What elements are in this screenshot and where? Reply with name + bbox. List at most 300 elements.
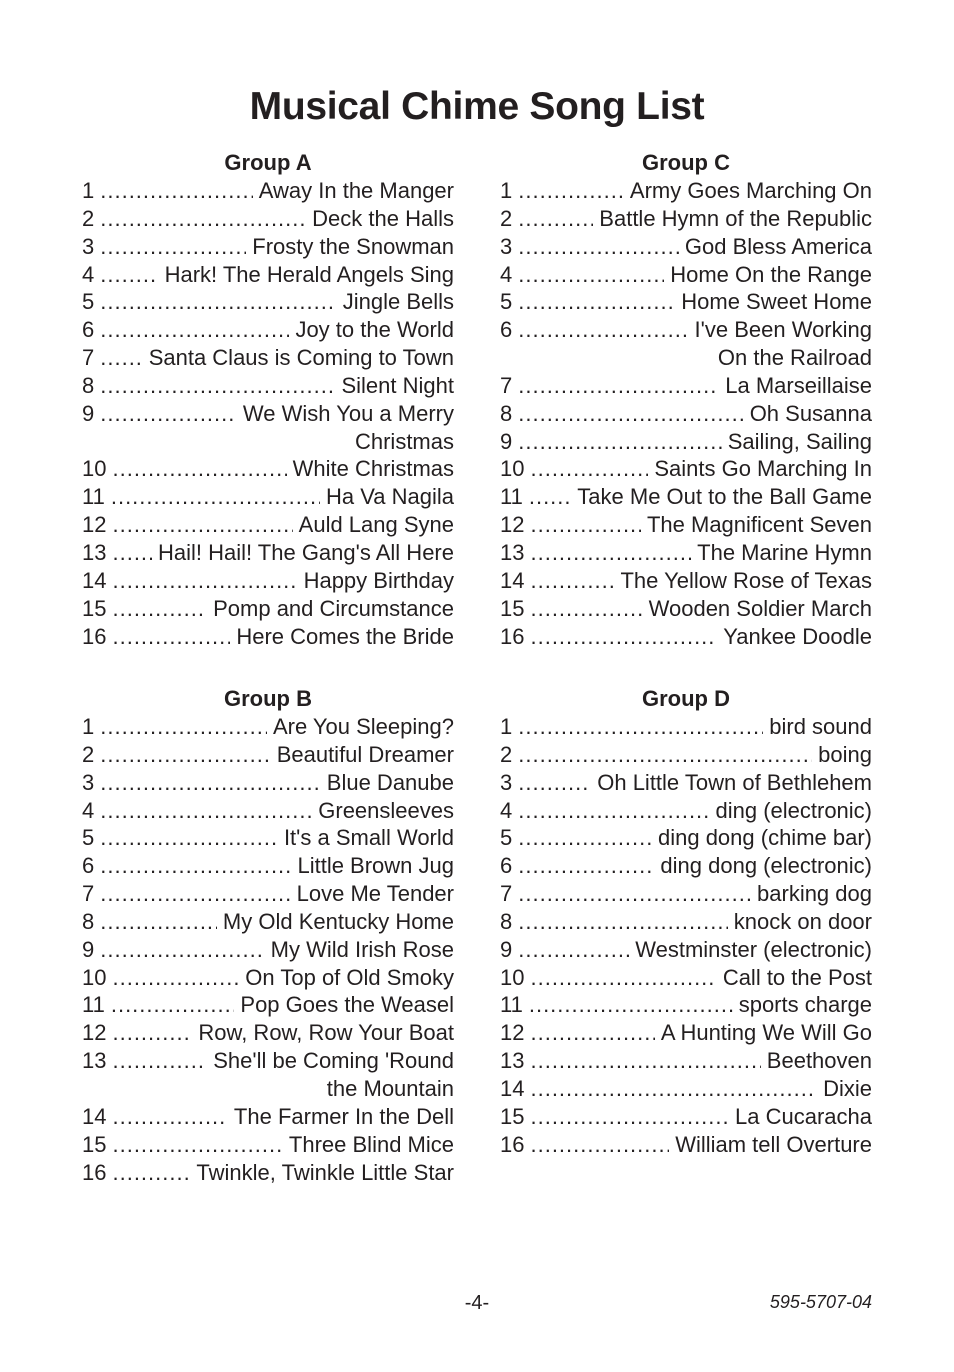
song-number: 13 (82, 539, 107, 565)
song-entry (500, 288, 872, 316)
song-number: 3 (82, 233, 95, 259)
song-list (500, 177, 872, 650)
song-title: My Wild Irish Rose (270, 936, 454, 962)
song-line (82, 511, 454, 539)
song-line (82, 261, 454, 289)
song-entry (82, 288, 454, 316)
song-entry (500, 372, 872, 400)
song-number: 4 (500, 261, 513, 287)
song-number: 2 (500, 205, 513, 231)
song-entry (82, 1047, 454, 1103)
dot-leader (100, 741, 270, 769)
song-title: Pop Goes the Weasel (240, 992, 454, 1018)
song-title: boing (818, 741, 872, 767)
dot-leader (518, 824, 652, 852)
song-title-continuation: the Mountain (326, 1075, 454, 1101)
song-line (500, 852, 872, 880)
song-title: Beautiful Dreamer (276, 741, 454, 767)
song-title: The Farmer In the Dell (233, 1103, 454, 1129)
song-title: Wooden Soldier March (648, 595, 872, 621)
song-title: Hark! The Herald Angels Sing (164, 261, 454, 287)
song-line (82, 908, 454, 936)
song-title: Jingle Bells (342, 289, 454, 315)
song-title: Yankee Doodle (723, 623, 872, 649)
song-number: 15 (82, 1131, 107, 1157)
song-title: Sailing, Sailing (727, 428, 872, 454)
song-title: Deck the Halls (312, 205, 454, 231)
song-title: Oh Little Town of Bethlehem (597, 769, 872, 795)
song-title: It's a Small World (283, 825, 454, 851)
song-title: Happy Birthday (303, 567, 454, 593)
song-number: 9 (82, 936, 95, 962)
song-title: Ha Va Nagila (326, 484, 454, 510)
song-entry (500, 567, 872, 595)
song-entry (82, 539, 454, 567)
song-entry (500, 623, 872, 651)
song-entry (500, 316, 872, 372)
group-a (82, 149, 454, 650)
song-entry (82, 483, 454, 511)
song-number: 10 (82, 964, 107, 990)
song-number: 1 (82, 178, 95, 203)
song-title: Dixie (823, 1075, 872, 1101)
song-line (82, 964, 454, 992)
song-number: 5 (82, 289, 95, 315)
song-title: I've Been Working (694, 317, 872, 343)
group-title: Group A (224, 150, 312, 175)
song-entry (500, 880, 872, 908)
dot-leader (518, 908, 728, 936)
song-line (82, 344, 454, 372)
dot-leader (100, 372, 335, 400)
song-line (500, 205, 872, 233)
song-number: 16 (82, 1159, 107, 1185)
dot-leader (112, 455, 286, 483)
song-line (82, 205, 454, 233)
song-number: 13 (500, 539, 525, 565)
song-entry (82, 936, 454, 964)
dot-leader (530, 1047, 760, 1075)
song-entry (500, 852, 872, 880)
song-title: Call to the Post (722, 964, 872, 990)
song-entry (82, 908, 454, 936)
dot-leader (112, 595, 207, 623)
song-line (500, 1075, 872, 1103)
song-number: 8 (82, 372, 95, 398)
song-number: 3 (82, 769, 95, 795)
dot-leader (100, 713, 267, 741)
song-entry (500, 595, 872, 623)
dot-leader (518, 713, 763, 741)
dot-leader (112, 1103, 227, 1131)
song-title: Home On the Range (670, 261, 872, 287)
dot-leader (530, 1075, 817, 1103)
song-entry (82, 1019, 454, 1047)
song-title-continuation: On the Railroad (717, 345, 872, 371)
dot-leader (100, 316, 289, 344)
song-number: 12 (82, 1020, 107, 1046)
group-title: Group D (642, 686, 730, 711)
song-line (82, 1131, 454, 1159)
dot-leader (112, 1019, 192, 1047)
dot-leader (112, 1159, 190, 1187)
song-entry (500, 964, 872, 992)
song-line (500, 455, 872, 483)
song-entry (82, 1159, 454, 1187)
song-number: 2 (82, 205, 95, 231)
song-line (82, 824, 454, 852)
song-entry (82, 852, 454, 880)
song-line (82, 567, 454, 595)
dot-leader (530, 1103, 729, 1131)
song-title: Here Comes the Bride (236, 623, 454, 649)
song-entry (500, 1075, 872, 1103)
song-line (82, 177, 454, 205)
song-line (82, 769, 454, 797)
song-number: 14 (500, 567, 525, 593)
song-title: bird sound (769, 714, 872, 739)
song-line (500, 316, 872, 344)
song-entry (500, 991, 872, 1019)
song-line (500, 261, 872, 289)
song-line (500, 511, 872, 539)
song-title: Are You Sleeping? (272, 714, 454, 739)
song-entry (82, 713, 454, 741)
song-title: God Bless America (684, 233, 872, 259)
song-line (82, 1159, 454, 1187)
song-entry (82, 797, 454, 825)
song-title: Army Goes Marching On (629, 178, 872, 203)
song-number: 16 (500, 1131, 525, 1157)
song-title: Oh Susanna (749, 400, 872, 426)
song-list (500, 713, 872, 1159)
song-entry (500, 936, 872, 964)
song-line (82, 288, 454, 316)
song-entry (500, 539, 872, 567)
song-line (500, 1047, 872, 1075)
song-entry (500, 177, 872, 205)
dot-leader (112, 567, 297, 595)
song-entry (82, 769, 454, 797)
song-title: On Top of Old Smoky (245, 964, 454, 990)
dot-leader (530, 1019, 654, 1047)
page-title: Musical Chime Song List (249, 85, 705, 128)
song-number: 6 (82, 317, 95, 343)
song-entry (82, 316, 454, 344)
song-line (82, 1103, 454, 1131)
dot-leader (518, 880, 751, 908)
song-entry (500, 455, 872, 483)
dot-leader (530, 567, 614, 595)
dot-leader (518, 400, 743, 428)
song-line (500, 567, 872, 595)
song-line (500, 991, 872, 1019)
dot-leader (100, 797, 312, 825)
song-number: 15 (82, 595, 107, 621)
song-title: Away In the Manger (258, 178, 454, 203)
song-entry (82, 261, 454, 289)
song-number: 12 (500, 1020, 525, 1046)
dot-leader (100, 233, 246, 261)
song-title: sports charge (738, 992, 872, 1018)
song-line (82, 741, 454, 769)
dot-leader (518, 769, 591, 797)
song-entry (500, 483, 872, 511)
song-entry (500, 741, 872, 769)
song-line (82, 483, 454, 511)
song-entry (82, 623, 454, 651)
song-title: Take Me Out to the Ball Game (577, 484, 872, 510)
song-title: Hail! Hail! The Gang's All Here (157, 539, 454, 565)
song-title: The Yellow Rose of Texas (620, 567, 872, 593)
song-line (82, 400, 454, 428)
song-title: La Cucaracha (735, 1103, 872, 1129)
song-line (500, 741, 872, 769)
song-title: The Magnificent Seven (646, 512, 872, 538)
song-line (82, 455, 454, 483)
song-title: White Christmas (292, 456, 454, 482)
song-title: La Marseillaise (725, 372, 872, 398)
song-title: The Marine Hymn (697, 539, 872, 565)
song-line (500, 372, 872, 400)
dot-leader (100, 288, 336, 316)
song-line (500, 539, 872, 567)
song-title: Beethoven (766, 1048, 872, 1074)
dot-leader (518, 288, 675, 316)
song-line (500, 1019, 872, 1047)
song-entry (500, 511, 872, 539)
dot-leader (100, 344, 142, 372)
song-title: ding dong (chime bar) (657, 825, 872, 851)
song-line (500, 769, 872, 797)
song-number: 5 (500, 289, 513, 315)
song-entry (82, 177, 454, 205)
dot-leader (529, 991, 733, 1019)
dot-leader (111, 991, 235, 1019)
dot-leader (518, 936, 629, 964)
song-title-continuation: Christmas (354, 428, 454, 454)
song-entry (82, 455, 454, 483)
song-entry (82, 233, 454, 261)
song-title: Joy to the World (295, 317, 454, 343)
song-entry (82, 824, 454, 852)
song-number: 7 (500, 372, 513, 398)
song-number: 10 (82, 456, 107, 482)
dot-leader (100, 824, 278, 852)
dot-leader (112, 1131, 282, 1159)
song-number: 1 (500, 714, 513, 739)
song-number: 7 (82, 881, 95, 907)
song-number: 10 (500, 456, 525, 482)
song-title: We Wish You a Merry (242, 400, 454, 426)
song-entry (500, 1103, 872, 1131)
dot-leader (112, 964, 239, 992)
song-entry (82, 880, 454, 908)
dot-leader (530, 539, 691, 567)
song-number: 4 (82, 261, 95, 287)
song-line (500, 623, 872, 651)
song-number: 8 (82, 908, 95, 934)
song-number: 6 (500, 317, 513, 343)
group-title: Group B (224, 686, 312, 711)
song-entry (82, 372, 454, 400)
song-number: 14 (82, 1103, 107, 1129)
group-b (82, 685, 454, 1186)
song-line (82, 852, 454, 880)
song-title: She'll be Coming 'Round (213, 1048, 454, 1074)
song-entry (82, 991, 454, 1019)
song-title: Blue Danube (326, 769, 454, 795)
song-title: Pomp and Circumstance (213, 595, 454, 621)
song-line (82, 1019, 454, 1047)
song-entry (82, 205, 454, 233)
dot-leader (100, 205, 306, 233)
dot-leader (518, 205, 593, 233)
song-entry (500, 713, 872, 741)
song-number: 11 (82, 992, 105, 1018)
song-title: My Old Kentucky Home (222, 908, 454, 934)
song-line (82, 316, 454, 344)
dot-leader (100, 852, 291, 880)
song-line (82, 1047, 454, 1075)
song-number: 13 (82, 1048, 107, 1074)
song-title: Frosty the Snowman (252, 233, 454, 259)
song-line (82, 595, 454, 623)
song-title: Battle Hymn of the Republic (599, 205, 872, 231)
dot-leader (518, 797, 709, 825)
song-number: 3 (500, 769, 513, 795)
song-number: 8 (500, 400, 513, 426)
dot-leader (518, 852, 654, 880)
song-number: 15 (500, 1103, 525, 1129)
song-number: 6 (82, 853, 95, 879)
dot-leader (100, 400, 237, 428)
song-line (82, 623, 454, 651)
song-title: Santa Claus is Coming to Town (148, 345, 454, 371)
song-line (500, 908, 872, 936)
song-number: 4 (82, 797, 95, 823)
dot-leader (529, 483, 571, 511)
group-title: Group C (642, 150, 730, 175)
song-entry (82, 567, 454, 595)
document-code: 595-5707-04 (769, 1292, 872, 1312)
song-line (500, 713, 872, 741)
song-entry (82, 595, 454, 623)
song-list (82, 713, 454, 1186)
song-number: 16 (500, 623, 525, 649)
dot-leader (112, 1047, 207, 1075)
song-line (500, 1103, 872, 1131)
song-title: Auld Lang Syne (298, 512, 454, 538)
dot-leader (518, 233, 679, 261)
song-number: 9 (500, 936, 513, 962)
song-title: Love Me Tender (296, 881, 454, 907)
song-line (82, 372, 454, 400)
song-title: Home Sweet Home (681, 289, 872, 315)
song-title: Row, Row, Row Your Boat (198, 1020, 454, 1046)
song-line (500, 595, 872, 623)
song-number: 1 (500, 178, 513, 203)
dot-leader (100, 177, 252, 205)
song-number: 2 (500, 741, 513, 767)
song-entry (500, 797, 872, 825)
song-line (82, 233, 454, 261)
dot-leader (518, 372, 719, 400)
song-entry (500, 233, 872, 261)
song-line (500, 797, 872, 825)
dot-leader (100, 880, 290, 908)
dot-leader (530, 455, 648, 483)
dot-leader (530, 595, 642, 623)
song-line (500, 1131, 872, 1159)
dot-leader (112, 623, 230, 651)
song-title: knock on door (733, 908, 872, 934)
song-entry (500, 205, 872, 233)
song-number: 11 (500, 484, 523, 510)
song-number: 7 (500, 881, 513, 907)
dot-leader (530, 623, 717, 651)
song-line (82, 797, 454, 825)
song-title: Greensleeves (318, 797, 454, 823)
song-line (82, 991, 454, 1019)
song-title: Saints Go Marching In (654, 456, 872, 482)
song-entry (82, 511, 454, 539)
song-entry (82, 964, 454, 992)
group-c (500, 149, 872, 650)
song-line (500, 233, 872, 261)
song-list (82, 177, 454, 650)
song-line (82, 936, 454, 964)
song-number: 5 (500, 825, 513, 851)
song-number: 9 (500, 428, 513, 454)
song-number: 15 (500, 595, 525, 621)
song-number: 5 (82, 825, 95, 851)
dot-leader (112, 511, 292, 539)
dot-leader (518, 316, 688, 344)
song-entry (82, 1131, 454, 1159)
song-line (82, 713, 454, 741)
song-number: 8 (500, 908, 513, 934)
dot-leader (111, 483, 320, 511)
song-number: 11 (82, 484, 105, 510)
song-entry (82, 400, 454, 456)
dot-leader (518, 741, 812, 769)
song-line (500, 483, 872, 511)
song-number: 14 (82, 567, 107, 593)
dot-leader (100, 908, 217, 936)
song-number: 6 (500, 853, 513, 879)
song-number: 11 (500, 992, 523, 1018)
song-entry (82, 344, 454, 372)
song-entry (500, 400, 872, 428)
dot-leader (100, 936, 264, 964)
dot-leader (100, 769, 321, 797)
dot-leader (518, 177, 624, 205)
song-entry (500, 908, 872, 936)
song-number: 1 (82, 714, 95, 739)
group-d (500, 685, 872, 1159)
song-title: Silent Night (341, 372, 454, 398)
song-number: 16 (82, 623, 107, 649)
song-title: ding (electronic) (715, 797, 872, 823)
dot-leader (100, 261, 158, 289)
song-number: 13 (500, 1048, 525, 1074)
song-entry (500, 261, 872, 289)
song-title: Little Brown Jug (297, 853, 454, 879)
dot-leader (112, 539, 151, 567)
song-number: 3 (500, 233, 513, 259)
dot-leader (530, 511, 640, 539)
